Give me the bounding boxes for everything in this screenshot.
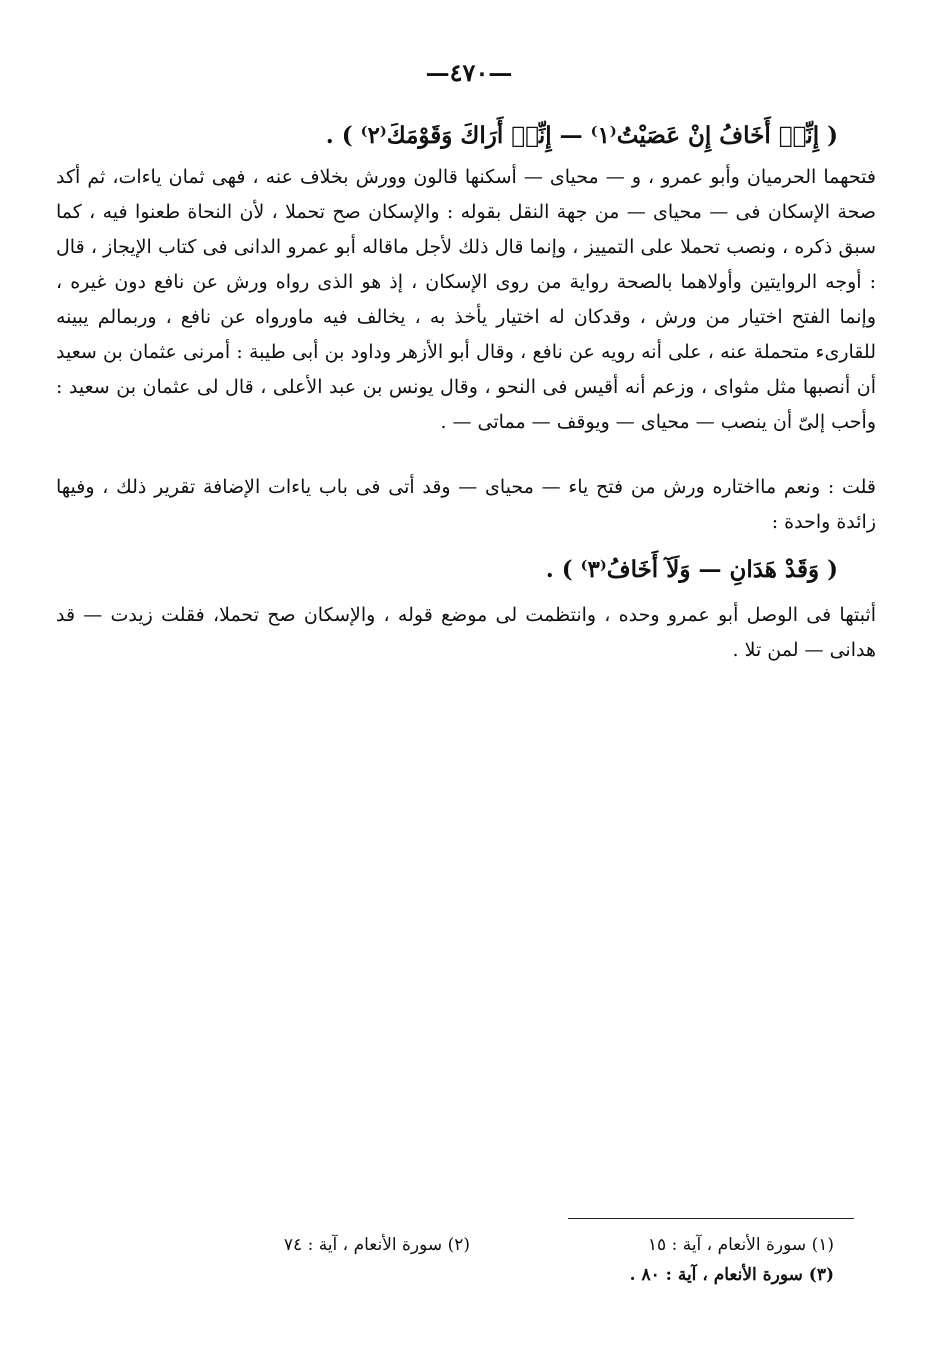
body-paragraph-2: [56, 470, 876, 540]
paragraph-text: أثبتها فى الوصل أبو عمرو وحده ، وانتظمت لى موضع قوله ، والإسكان صح تحملا، فقلت زيدت — قد هدانى — لمن تلا .: [56, 604, 876, 661]
footnote-divider: [568, 1218, 854, 1219]
body-paragraph-1: [56, 160, 876, 440]
paragraph-text: فتحهما الحرميان وأبو عمرو ، و — محياى — أسكنها قالون وورش بخلاف عنه ، فهى ثمان ياءات، ثم أكد صحة الإسكان فى — محياى — من جهة النقل بقوله : والإسكان صح تحملا ، لأن النحاة طعنوا فيه ، كما سبق ذكره ، ونصب تحملا على التمييز ، وإنما قال ذلك لأجل ماقاله أبو عمرو الدانى فى كتاب الإيجاز ، قال : أوجه الروايتين وأولاهما بالصحة رواية من روى الإسكان ، إذ هو الذى رواه ورش عن نافع دون غيره ، وإنما الفتح اختيار من ورش ، وقدكان له اختيار يأخذ به ، يخالف فيه ماورواه عن نافع ، وربمالم يبينه للقارىء متحملة عنه ، على أنه رويه عن نافع ، وقال أبو الأزهر وداود بن أبى طيبة : أمرنى عثمان بن سعيد أن أنصبها مثل مثواى ، وزعم أنه أقيس فى النحو ، وقال يونس بن عبد الأعلى ، قال لى عثمان بن سعيد : وأحب إلىّ أن ينصب — محياى — ويوقف — مماتى — .: [56, 166, 876, 433]
paragraph-text: قلت : ونعم مااختاره ورش من فتح ياء — محياى — وقد أتى فى باب ياءات الإضافة تقرير ذلك ، وفيها زائدة واحدة :: [56, 476, 876, 533]
footnote-1: (١) سورة الأنعام ، آية : ١٥: [647, 1235, 834, 1255]
footnote-2: (٢) سورة الأنعام ، آية : ٧٤: [283, 1235, 470, 1255]
quran-verse-2: ( وَقَدْ هَدَانِ — وَلَآ أَخَافُ⁽٣⁾ ) .: [545, 556, 838, 583]
quran-verse-1: ( إِنِّيۤ أَخَافُ إِنْ عَصَيْتُ⁽١⁾ — إِنِّيۤ أَرَاكَ وَقَوْمَكَ⁽٢⁾ ) .: [325, 122, 838, 149]
body-paragraph-3: [56, 598, 876, 668]
page-number: —٤٧٠—: [425, 58, 513, 87]
footnote-3: (٣) سورة الأنعام ، آية : ٨٠ .: [629, 1265, 834, 1285]
